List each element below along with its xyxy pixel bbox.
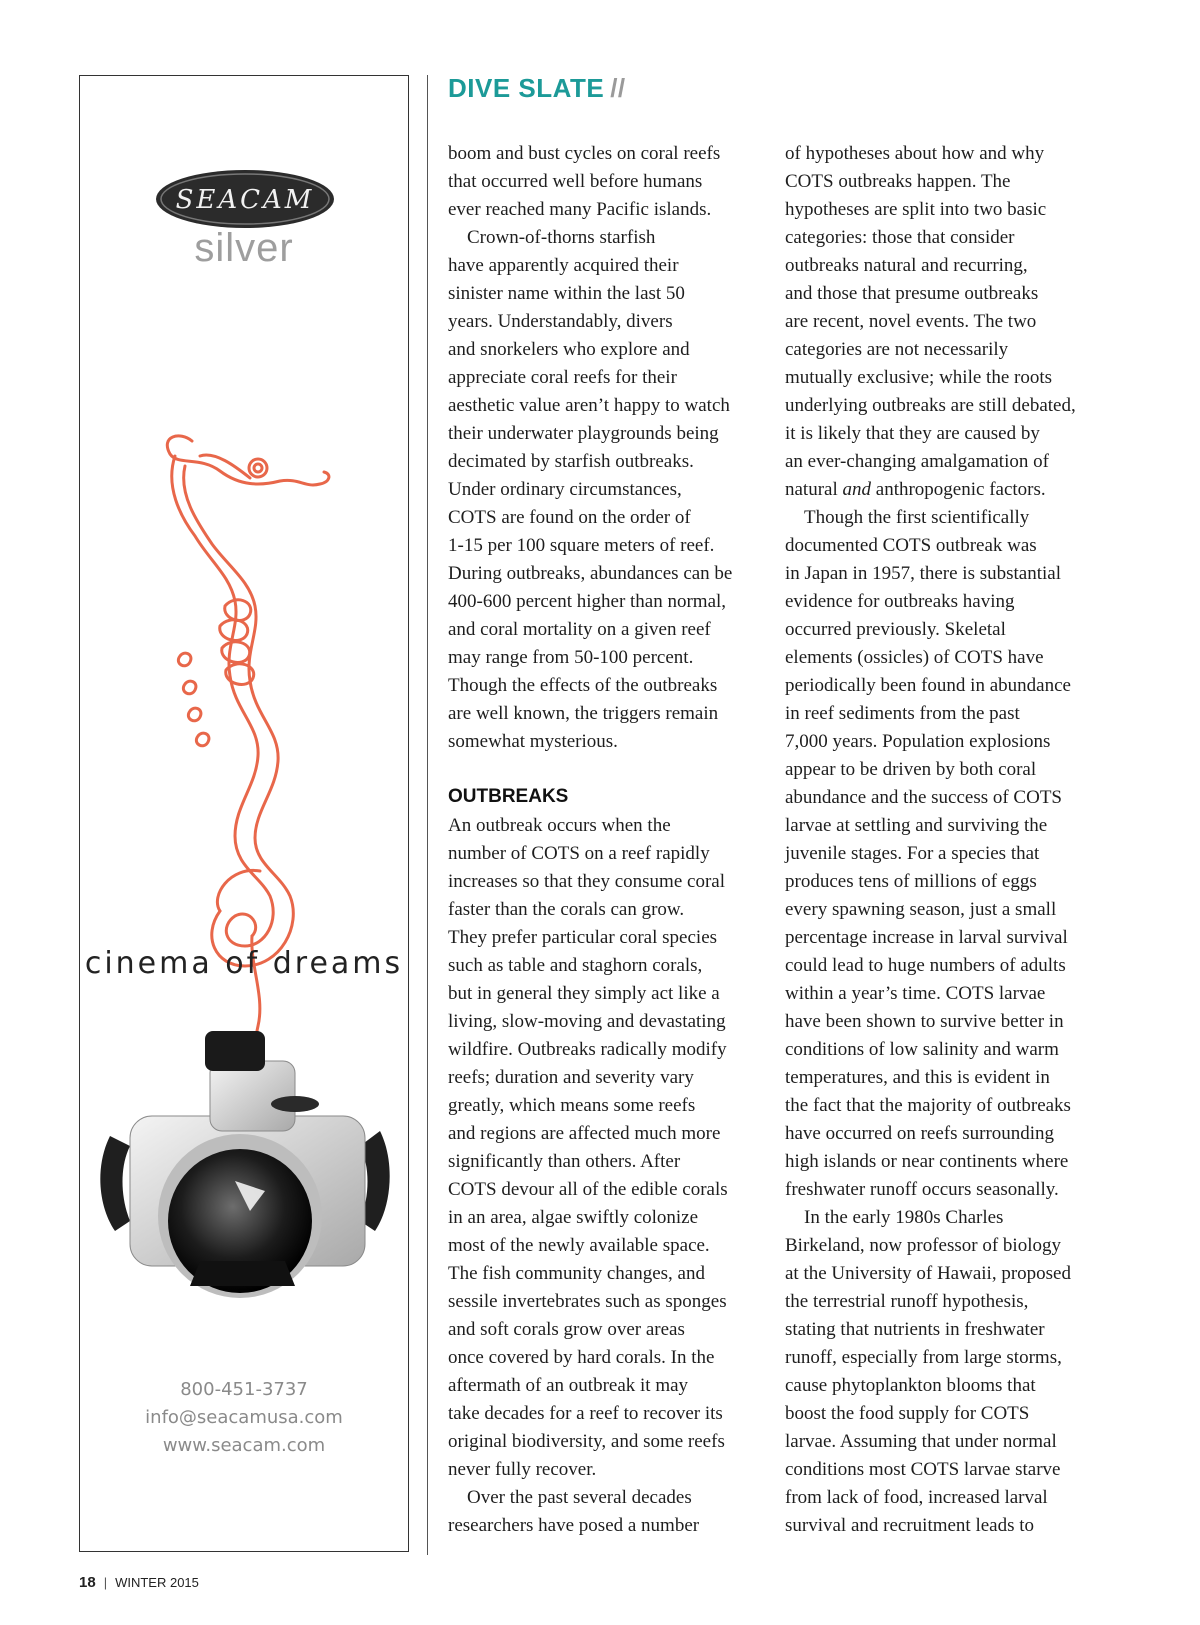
text-line: They prefer particular coral species [448, 927, 718, 948]
text-fragment: anthropogenic factors. [871, 479, 1046, 500]
text-line: 7,000 years. Population explosions [785, 731, 1051, 752]
article-column-right [785, 140, 1095, 1540]
text-line: increases so that they consume coral [448, 871, 725, 892]
underwater-camera-housing-image [90, 1016, 400, 1316]
text-line: aftermath of an outbreak it may [448, 1375, 689, 1396]
text-line: years. Understandably, divers [448, 311, 673, 332]
section-title: DIVE SLATE [448, 73, 605, 103]
text-line: In the early 1980s Charles [804, 1207, 1004, 1228]
text-line: living, slow-moving and devastating [448, 1011, 726, 1032]
issue-label: WINTER 2015 [115, 1575, 199, 1590]
text-line: high islands or near continents where [785, 1151, 1069, 1172]
text-line: categories: those that consider [785, 227, 1015, 248]
text-line: but in general they simply act like a [448, 983, 720, 1004]
text-line: and coral mortality on a given reef [448, 619, 711, 640]
text-line: The fish community changes, and [448, 1263, 705, 1284]
text-line: researchers have posed a number [448, 1515, 700, 1536]
text-line: in Japan in 1957, there is substantial [785, 563, 1061, 584]
text-line: documented COTS outbreak was [785, 535, 1037, 556]
page-footer [79, 1574, 199, 1591]
text-line: temperatures, and this is evident in [785, 1067, 1050, 1088]
text-line: Though the first scientifically [804, 507, 1030, 528]
article-column-left [448, 140, 758, 1540]
text-line: categories are not necessarily [785, 339, 1009, 360]
text-line: sinister name within the last 50 [448, 283, 685, 304]
text-line: freshwater runoff occurs seasonally. [785, 1179, 1059, 1200]
text-line: and regions are affected much more [448, 1123, 721, 1144]
text-line: take decades for a reef to recover its [448, 1403, 723, 1424]
text-line: reefs; duration and severity vary [448, 1067, 694, 1088]
text-line: have been shown to survive better in [785, 1011, 1064, 1032]
ad-email: info@seacamusa.com [145, 1407, 343, 1428]
text-line: Crown-of-thorns starfish [467, 227, 656, 248]
ad-website: www.seacam.com [162, 1435, 326, 1456]
text-line: may range from 50-100 percent. [448, 647, 694, 668]
text-line: mutually exclusive; while the roots [785, 367, 1053, 388]
text-line: larvae at settling and surviving the [785, 815, 1048, 836]
text-line: have occurred on reefs surrounding [785, 1123, 1055, 1144]
column-divider [427, 75, 428, 1555]
text-line: are recent, novel events. The two [785, 311, 1037, 332]
ad-contact-block [80, 1376, 408, 1460]
text-line: once covered by hard corals. In the [448, 1347, 715, 1368]
text-line: stating that nutrients in freshwater [785, 1319, 1045, 1340]
text-line: An outbreak occurs when the [448, 815, 671, 836]
text-line: evidence for outbreaks having [785, 591, 1015, 612]
text-line: 1-15 per 100 square meters of reef. [448, 535, 715, 556]
text-line: cause phytoplankton blooms that [785, 1375, 1036, 1396]
text-line: at the University of Hawaii, proposed [785, 1263, 1071, 1284]
text-line: juvenile stages. For a species that [785, 843, 1040, 864]
text-line: boost the food supply for COTS [785, 1403, 1030, 1424]
text-line: in reef sediments from the past [785, 703, 1020, 724]
paragraph-gap [448, 756, 758, 782]
text-line: number of COTS on a reef rapidly [448, 843, 710, 864]
text-line: 400-600 percent higher than normal, [448, 591, 727, 612]
text-line: underlying outbreaks are still debated, [785, 395, 1076, 416]
text-line: hypotheses are split into two basic [785, 199, 1047, 220]
text-line: from lack of food, increased larval [785, 1487, 1048, 1508]
text-line: appear to be driven by both coral [785, 759, 1037, 780]
text-line: significantly than others. After [448, 1151, 681, 1172]
text-line: somewhat mysterious. [448, 731, 618, 752]
text-line: and snorkelers who explore and [448, 339, 690, 360]
text-line: the fact that the majority of outbreaks [785, 1095, 1071, 1116]
subhead-outbreaks: OUTBREAKS [448, 786, 569, 807]
section-slashes: // [610, 73, 626, 103]
text-line: their underwater playgrounds being [448, 423, 719, 444]
text-line [785, 476, 1095, 504]
text-line: outbreaks natural and recurring, [785, 255, 1028, 276]
text-line: Over the past several decades [467, 1487, 692, 1508]
text-line: Though the effects of the outbreaks [448, 675, 718, 696]
text-line: percentage increase in larval survival [785, 927, 1068, 948]
text-line: During outbreaks, abundances can be [448, 563, 733, 584]
text-line: abundance and the success of COTS [785, 787, 1063, 808]
text-line: the terrestrial runoff hypothesis, [785, 1291, 1029, 1312]
text-line: greatly, which means some reefs [448, 1095, 696, 1116]
text-line: never fully recover. [448, 1459, 597, 1480]
text-line: it is likely that they are caused by [785, 423, 1040, 444]
text-line: faster than the corals can grow. [448, 899, 685, 920]
text-line: ever reached many Pacific islands. [448, 199, 712, 220]
text-line: original biodiversity, and some reefs [448, 1431, 725, 1452]
seacam-logo [154, 168, 336, 230]
text-line: such as table and staghorn corals, [448, 955, 703, 976]
text-line: are well known, the triggers remain [448, 703, 719, 724]
sub-brand: silver [194, 226, 294, 270]
text-line: every spawning season, just a small [785, 899, 1057, 920]
text-fragment: and [842, 479, 872, 500]
text-line: have apparently acquired their [448, 255, 679, 276]
text-line: Under ordinary circumstances, [448, 479, 682, 500]
text-line: aesthetic value aren’t happy to watch [448, 395, 730, 416]
section-header [448, 73, 626, 104]
text-line: and soft corals grow over areas [448, 1319, 685, 1340]
text-line: that occurred well before humans [448, 171, 703, 192]
text-line: runoff, especially from large storms, [785, 1347, 1062, 1368]
text-line: survival and recruitment leads to [785, 1515, 1035, 1536]
text-line: appreciate coral reefs for their [448, 367, 677, 388]
text-line: COTS devour all of the edible corals [448, 1179, 728, 1200]
text-line: of hypotheses about how and why [785, 143, 1045, 164]
text-fragment: natural [785, 479, 843, 500]
text-line: in an area, algae swiftly colonize [448, 1207, 699, 1228]
text-line: COTS outbreaks happen. The [785, 171, 1011, 192]
text-line: an ever-changing amalgamation of [785, 451, 1049, 472]
footer-separator: | [103, 1575, 108, 1590]
text-line: larvae. Assuming that under normal [785, 1431, 1057, 1452]
text-line: could lead to huge numbers of adults [785, 955, 1066, 976]
ad-phone: 800-451-3737 [180, 1379, 308, 1400]
text-line: conditions of low salinity and warm [785, 1039, 1059, 1060]
text-line: produces tens of millions of eggs [785, 871, 1037, 892]
text-line: decimated by starfish outbreaks. [448, 451, 694, 472]
text-line: COTS are found on the order of [448, 507, 691, 528]
text-line: wildfire. Outbreaks radically modify [448, 1039, 727, 1060]
text-line: occurred previously. Skeletal [785, 619, 1006, 640]
seacam-advertisement [79, 75, 409, 1552]
text-line: periodically been found in abundance [785, 675, 1071, 696]
text-line: within a year’s time. COTS larvae [785, 983, 1046, 1004]
seacam-logo-text: SEACAM [175, 185, 315, 215]
text-line: elements (ossicles) of COTS have [785, 647, 1044, 668]
text-line: most of the newly available space. [448, 1235, 710, 1256]
ad-tagline: cinema of dreams [84, 946, 404, 981]
text-line: and those that presume outbreaks [785, 283, 1039, 304]
text-line: Birkeland, now professor of biology [785, 1235, 1061, 1256]
text-line: sessile invertebrates such as sponges [448, 1291, 727, 1312]
text-line: conditions most COTS larvae starve [785, 1459, 1061, 1480]
text-line: boom and bust cycles on coral reefs [448, 143, 721, 164]
page-number: 18 [79, 1574, 96, 1591]
